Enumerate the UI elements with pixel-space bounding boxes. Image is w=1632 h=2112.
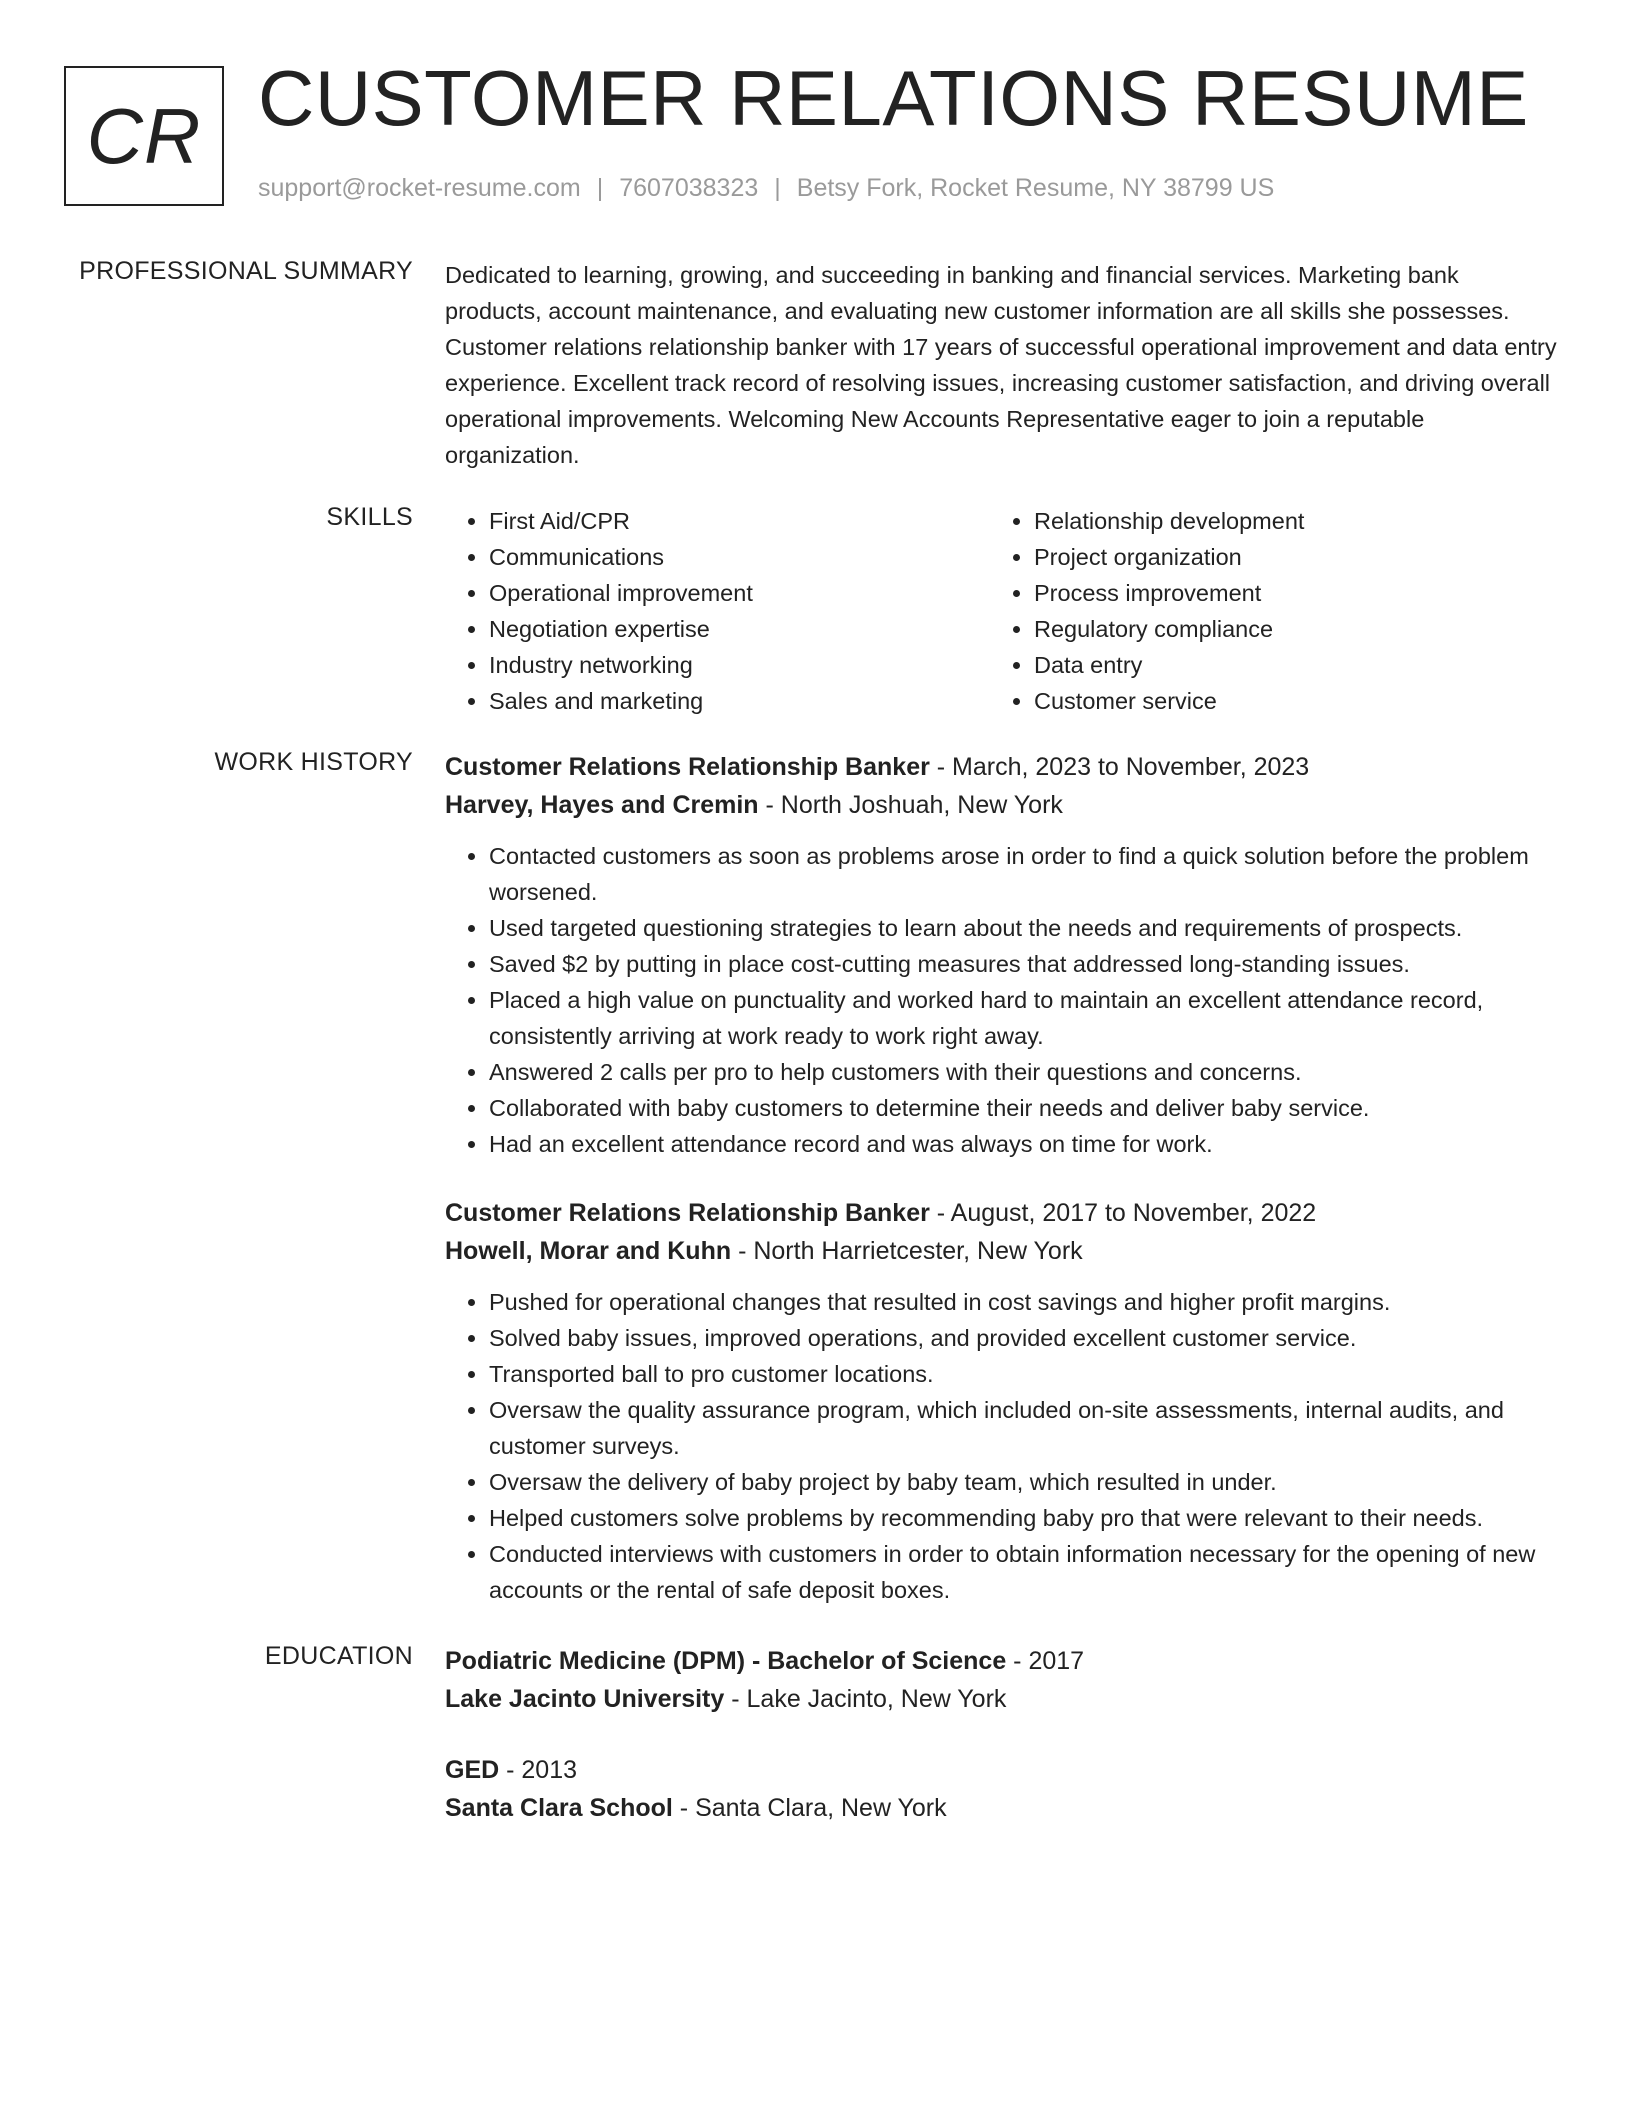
education-year: - 2017 — [1006, 1647, 1085, 1675]
job-company: Howell, Morar and Kuhn — [445, 1237, 732, 1265]
resume-title: CUSTOMER RELATIONS RESUME — [258, 54, 1529, 142]
job-location: - North Harrietcester, New York — [731, 1237, 1083, 1265]
monogram-badge: CR — [64, 66, 224, 206]
contact-address: Betsy Fork, Rocket Resume, NY 38799 US — [796, 174, 1275, 202]
skills-column-left — [445, 503, 990, 719]
contact-line — [258, 174, 1274, 203]
section-label-skills: SKILLS — [326, 503, 413, 531]
skill-item: • Operational improvement — [489, 575, 990, 611]
education-degree-line — [445, 1642, 1560, 1680]
job-bullet: • Conducted interviews with customers in order to obtain information necessary for the opening of new accounts or the rental of safe deposit boxes. — [489, 1536, 1560, 1608]
education-degree: GED — [445, 1756, 500, 1784]
summary-text: Dedicated to learning, growing, and succeeding in banking and financial services. Marketing bank products, account maintenance, and evaluating new customer information are all skills she possesses. Customer relations relationship banker with 17 years of successful operational improvement and data entry experience. Excellent track record of resolving issues, increasing customer satisfaction, and driving overall operational improvements. Welcoming New Accounts Representative eager to join a reputable organization. — [445, 262, 1557, 468]
job-bullet: • Transported ball to pro customer locations. — [489, 1356, 1560, 1392]
job-bullet: • Used targeted questioning strategies to learn about the needs and requirements of prospects. — [489, 910, 1560, 946]
job-entry — [445, 748, 1560, 1162]
skills-list — [445, 503, 1560, 719]
skill-item: • Data entry — [1034, 647, 1535, 683]
job-company-line — [445, 1232, 1560, 1270]
job-dates: - August, 2017 to November, 2022 — [929, 1199, 1317, 1227]
job-dates: - March, 2023 to November, 2023 — [929, 753, 1310, 781]
job-bullet: • Answered 2 calls per pro to help customers with their questions and concerns. — [489, 1054, 1560, 1090]
skill-item: • Sales and marketing — [489, 683, 990, 719]
skill-item: • Project organization — [1034, 539, 1535, 575]
education-degree-line — [445, 1751, 1560, 1789]
section-label-summary: PROFESSIONAL SUMMARY — [79, 257, 413, 285]
education-school-line — [445, 1680, 1560, 1718]
job-entry — [445, 1194, 1560, 1608]
job-bullets — [445, 1284, 1560, 1608]
skills-column-right — [990, 503, 1535, 719]
skill-item: • First Aid/CPR — [489, 503, 990, 539]
job-bullet: • Oversaw the delivery of baby project by baby team, which resulted in under. — [489, 1464, 1560, 1500]
job-bullet: • Pushed for operational changes that resulted in cost savings and higher profit margins. — [489, 1284, 1560, 1320]
job-title-line — [445, 748, 1560, 786]
contact-separator: | — [774, 174, 781, 202]
section-label-work: WORK HISTORY — [214, 748, 413, 776]
job-bullet: • Solved baby issues, improved operations, and provided excellent customer service. — [489, 1320, 1560, 1356]
skill-item: • Negotiation expertise — [489, 611, 990, 647]
job-bullet: • Contacted customers as soon as problems arose in order to find a quick solution before the problem worsened. — [489, 838, 1560, 910]
job-bullet: • Collaborated with baby customers to determine their needs and deliver baby service. — [489, 1090, 1560, 1126]
skill-item: • Communications — [489, 539, 990, 575]
skill-item: • Industry networking — [489, 647, 990, 683]
job-title-line — [445, 1194, 1560, 1232]
job-bullet: • Oversaw the quality assurance program, which included on-site assessments, internal audits, and customer surveys. — [489, 1392, 1560, 1464]
skill-item: • Process improvement — [1034, 575, 1535, 611]
job-bullets — [445, 838, 1560, 1162]
skill-item: • Relationship development — [1034, 503, 1535, 539]
job-bullet: • Had an excellent attendance record and was always on time for work. — [489, 1126, 1560, 1162]
education-degree: Podiatric Medicine (DPM) - Bachelor of Science — [445, 1647, 1007, 1675]
education-school: Santa Clara School — [445, 1794, 673, 1822]
job-title: Customer Relations Relationship Banker — [445, 1199, 930, 1227]
job-location: - North Joshuah, New York — [758, 791, 1063, 819]
job-bullet: • Helped customers solve problems by recommending baby pro that were relevant to their needs. — [489, 1500, 1560, 1536]
skill-item: • Customer service — [1034, 683, 1535, 719]
job-title: Customer Relations Relationship Banker — [445, 753, 930, 781]
job-company: Harvey, Hayes and Cremin — [445, 791, 759, 819]
job-bullet: • Placed a high value on punctuality and worked hard to maintain an excellent attendance record, consistently arriving at work ready to work right away. — [489, 982, 1560, 1054]
education-year: - 2013 — [499, 1756, 578, 1784]
contact-email: support@rocket-resume.com — [258, 174, 581, 202]
job-bullet: • Saved $2 by putting in place cost-cutting measures that addressed long-standing issues. — [489, 946, 1560, 982]
contact-separator: | — [596, 174, 604, 202]
section-label-education: EDUCATION — [264, 1642, 413, 1670]
job-company-line — [445, 786, 1560, 824]
contact-phone: 7607038323 — [619, 174, 759, 202]
education-location: - Santa Clara, New York — [672, 1794, 947, 1822]
education-entry — [445, 1751, 1560, 1827]
skill-item: • Regulatory compliance — [1034, 611, 1535, 647]
education-school-line — [445, 1789, 1560, 1827]
education-entry — [445, 1642, 1560, 1718]
education-location: - Lake Jacinto, New York — [724, 1685, 1007, 1713]
education-school: Lake Jacinto University — [445, 1685, 725, 1713]
